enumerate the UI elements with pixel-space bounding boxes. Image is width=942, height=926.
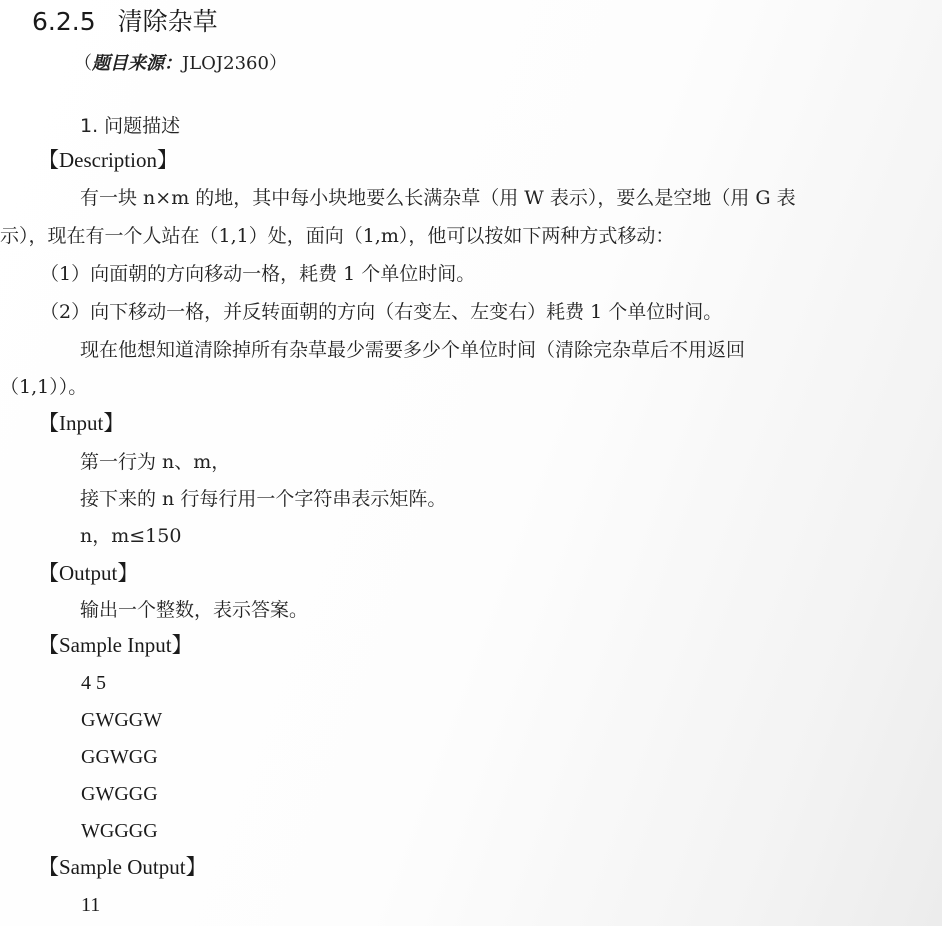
- source-id: JLOJ2360: [182, 53, 269, 74]
- input-line-1: 第一行为 n、m，: [80, 451, 231, 473]
- sample-input-header: 【Sample Input】: [38, 633, 193, 657]
- description-line-4: （1,1））。: [0, 376, 88, 398]
- description-line-3: 现在他想知道清除掉所有杂草最少需要多少个单位时间（清除完杂草后不用返回: [80, 339, 746, 361]
- problem-source: （题目来源：JLOJ2360）: [74, 53, 287, 74]
- sample-output-header: 【Sample Output】: [38, 855, 207, 879]
- source-label: 题目来源：: [92, 53, 182, 74]
- subsection-heading: 1. 问题描述: [80, 115, 181, 137]
- description-header: 【Description】: [38, 148, 178, 172]
- move-rule-1: （1）向面朝的方向移动一格，耗费 1 个单位时间。: [40, 263, 476, 285]
- output-line-1: 输出一个整数，表示答案。: [80, 599, 309, 621]
- description-line-2: 示），现在有一个人站在（1,1）处，面向（1,m），他可以按如下两种方式移动：: [0, 225, 675, 247]
- output-header: 【Output】: [38, 561, 139, 585]
- move-rule-2: （2）向下移动一格，并反转面朝的方向（右变左、左变右）耗费 1 个单位时间。: [40, 301, 723, 323]
- sample-input-line: 4 5: [81, 672, 106, 694]
- section-title: 清除杂草: [117, 7, 218, 36]
- input-constraint: n，m≤150: [80, 525, 182, 547]
- input-line-2: 接下来的 n 行每行用一个字符串表示矩阵。: [80, 488, 447, 510]
- input-header: 【Input】: [38, 411, 125, 435]
- section-number: 6.2.5: [32, 7, 96, 36]
- sample-input-line: GWGGW: [81, 709, 163, 731]
- sample-input-line: GGWGG: [81, 746, 158, 768]
- sample-input-line: WGGGG: [81, 820, 158, 842]
- description-line-1: 有一块 n×m 的地，其中每小块地要么长满杂草（用 W 表示），要么是空地（用 G 表: [80, 187, 796, 209]
- section-heading: [32, 6, 218, 38]
- sample-input-line: GWGGG: [81, 783, 158, 805]
- sample-output-line: 11: [81, 894, 101, 916]
